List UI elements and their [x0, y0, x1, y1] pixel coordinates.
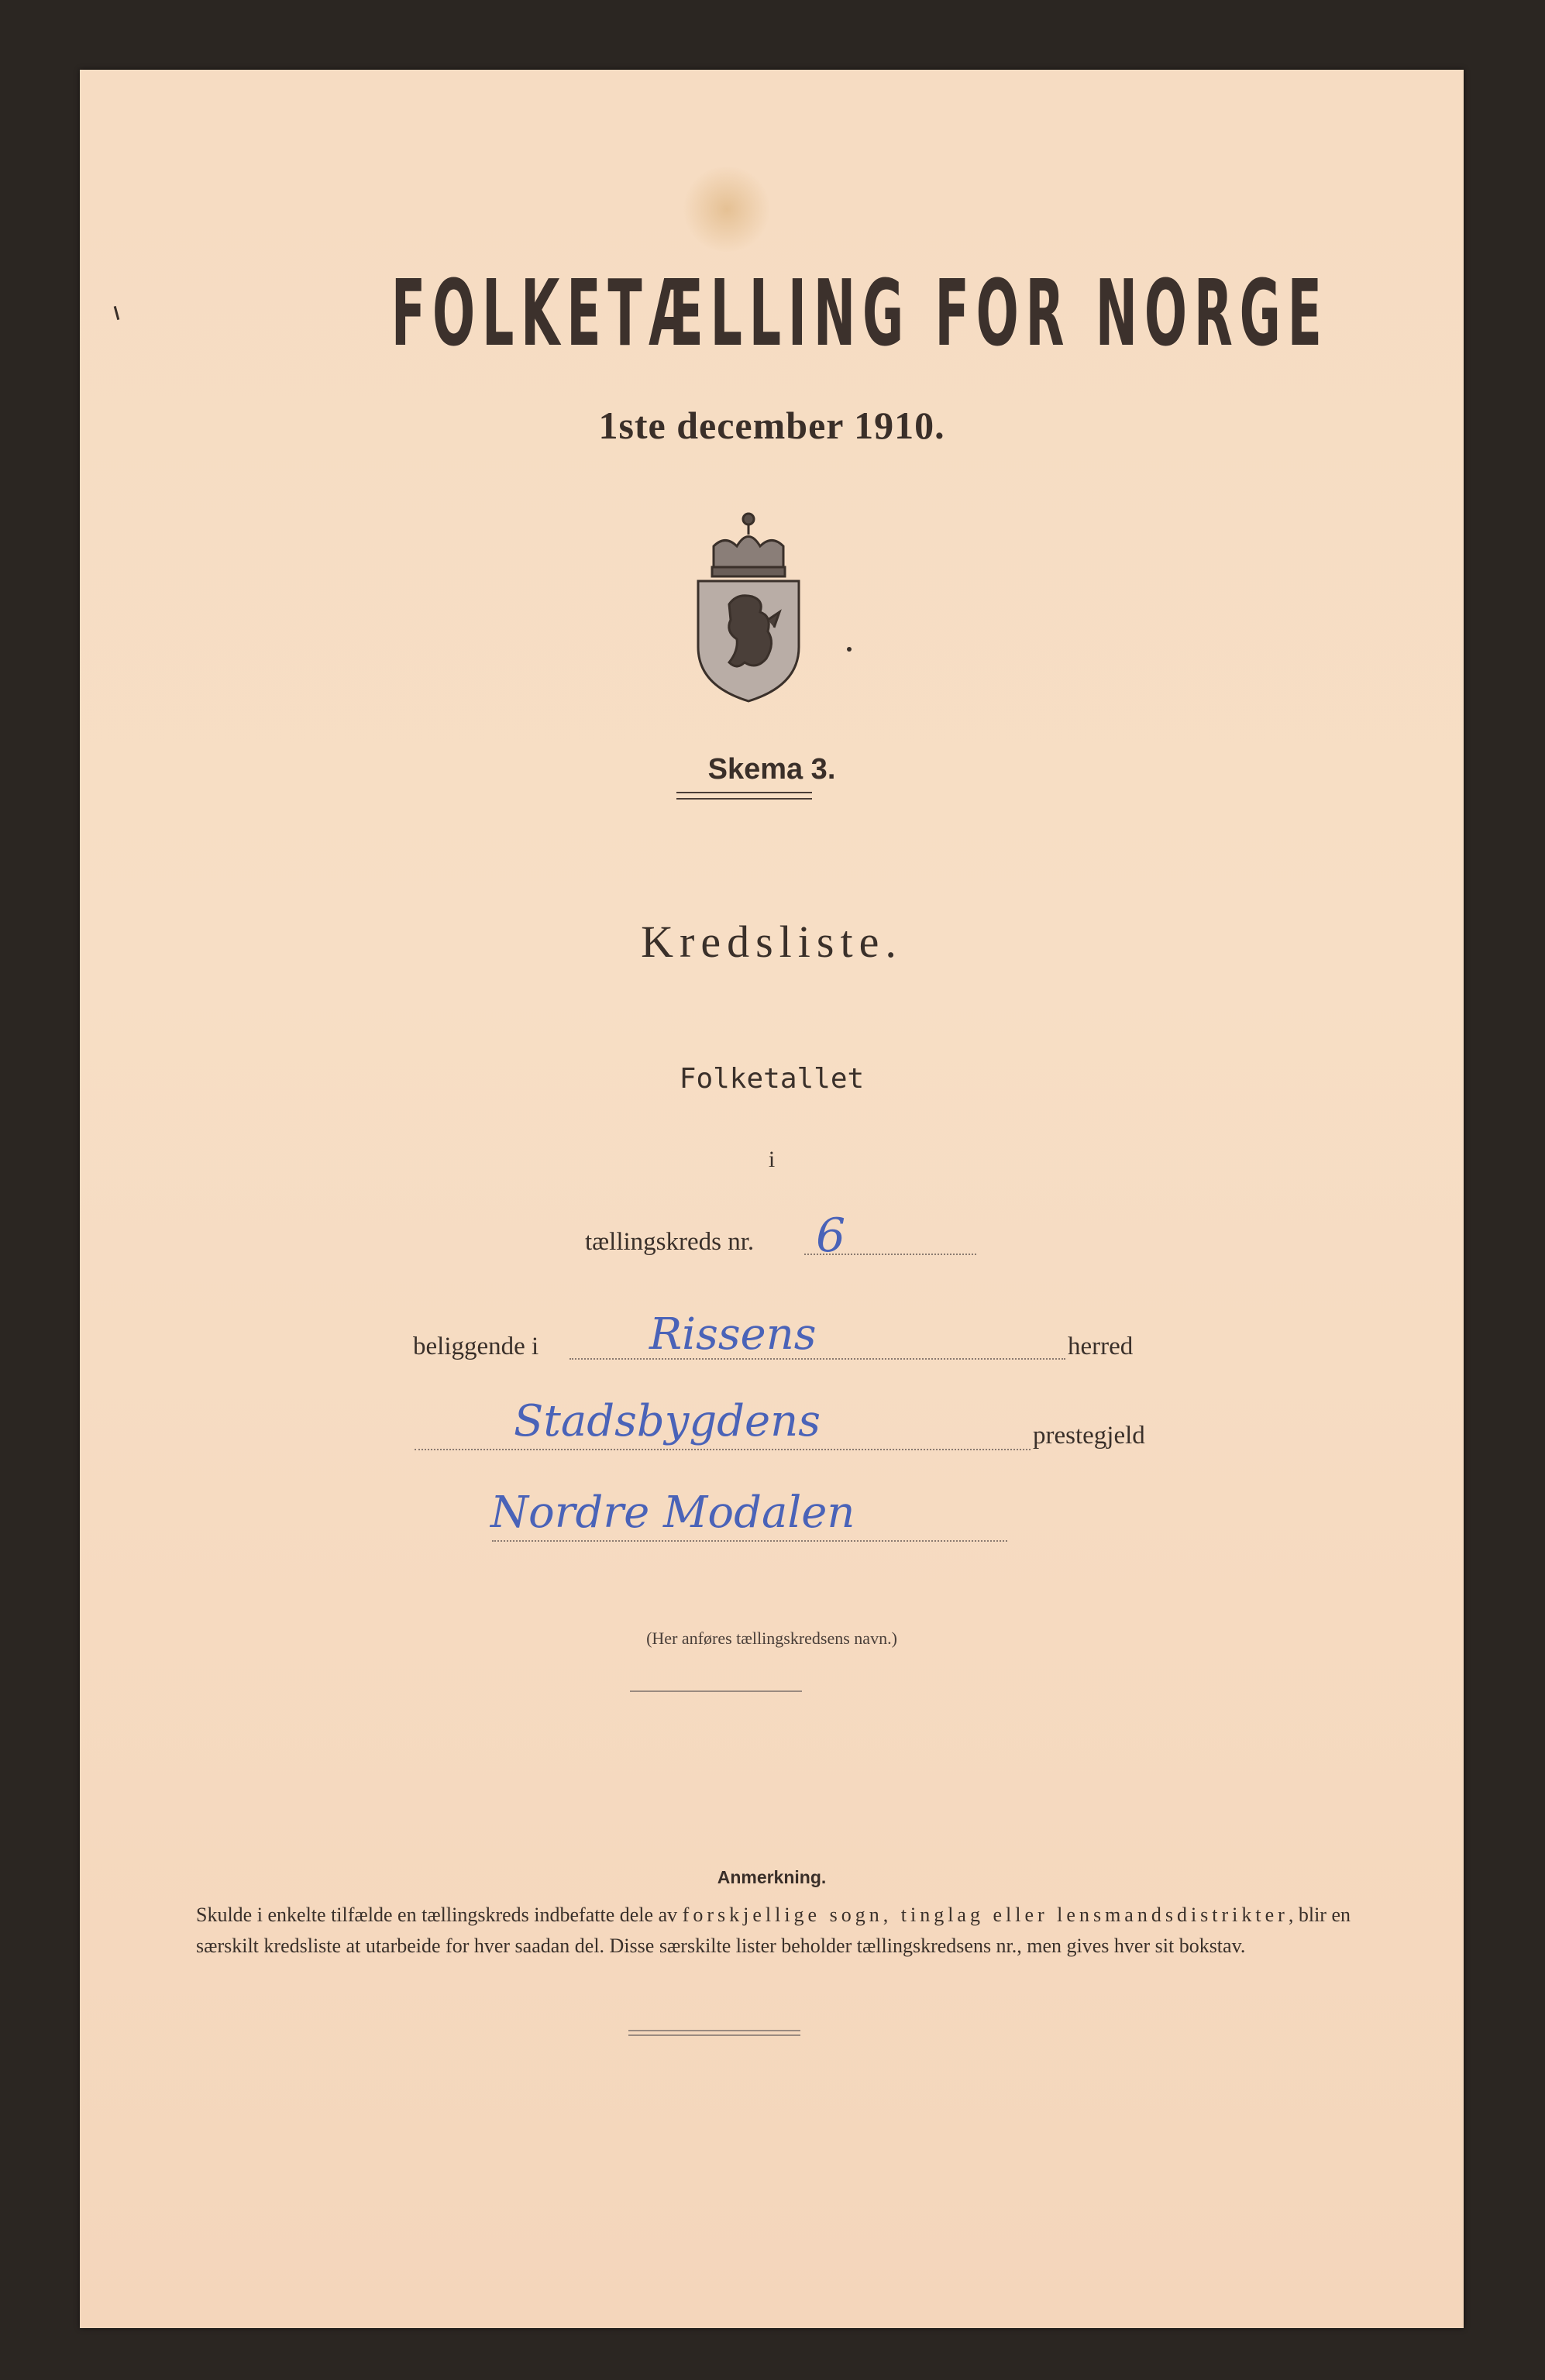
- paper-stain: [680, 167, 773, 252]
- note-text-part2: , blir en særskilt kredsliste at utarbeide for hver saadan del. Disse særskilte lister beholder tællingskredsens nr., men gives hver sit bokstav.: [196, 1904, 1351, 1957]
- norway-coat-of-arms-icon: [683, 504, 814, 705]
- ink-dot: [847, 647, 852, 652]
- schema-number: Skema 3.: [707, 753, 836, 786]
- footer-double-rule: [628, 2030, 800, 2036]
- preposition-i: i: [768, 1147, 776, 1172]
- form-title: FOLKETÆLLING FOR NORGE: [391, 260, 1329, 366]
- district-name-line: [492, 1540, 1007, 1542]
- located-label: beliggende i: [413, 1333, 539, 1360]
- district-name: Nordre Modalen: [490, 1488, 855, 1538]
- census-date: 1ste december 1910.: [598, 404, 945, 447]
- herred-label: herred: [1068, 1333, 1134, 1360]
- prestegjeld-label: prestegjeld: [1033, 1422, 1145, 1450]
- form-subheading: Folketallet: [679, 1063, 865, 1095]
- herred-line: [569, 1358, 1065, 1360]
- district-number-label: tællingskreds nr.: [585, 1228, 755, 1256]
- note-text-part1: Skulde i enkelte tilfælde en tællingskreds indbefatte dele av: [196, 1904, 678, 1926]
- district-number-value: 6: [816, 1209, 846, 1263]
- district-name-caption: (Her anføres tællingskredsens navn.): [646, 1629, 897, 1648]
- margin-mark: [114, 306, 120, 320]
- note-text-spaced: forskjellige sogn, tinglag eller lensmandsdistrikter: [682, 1904, 1289, 1926]
- census-form-page: [80, 70, 1464, 2328]
- herred-name: Rissens: [649, 1309, 817, 1360]
- separator-rule: [630, 1690, 802, 1692]
- form-heading: Kredsliste.: [641, 917, 903, 967]
- note-heading: Anmerkning.: [717, 1867, 827, 1887]
- prestegjeld-name: Stadsbygdens: [514, 1396, 821, 1446]
- schema-underline: [676, 792, 812, 800]
- prestegjeld-line: [415, 1449, 1031, 1450]
- note-text: [196, 1900, 1351, 1962]
